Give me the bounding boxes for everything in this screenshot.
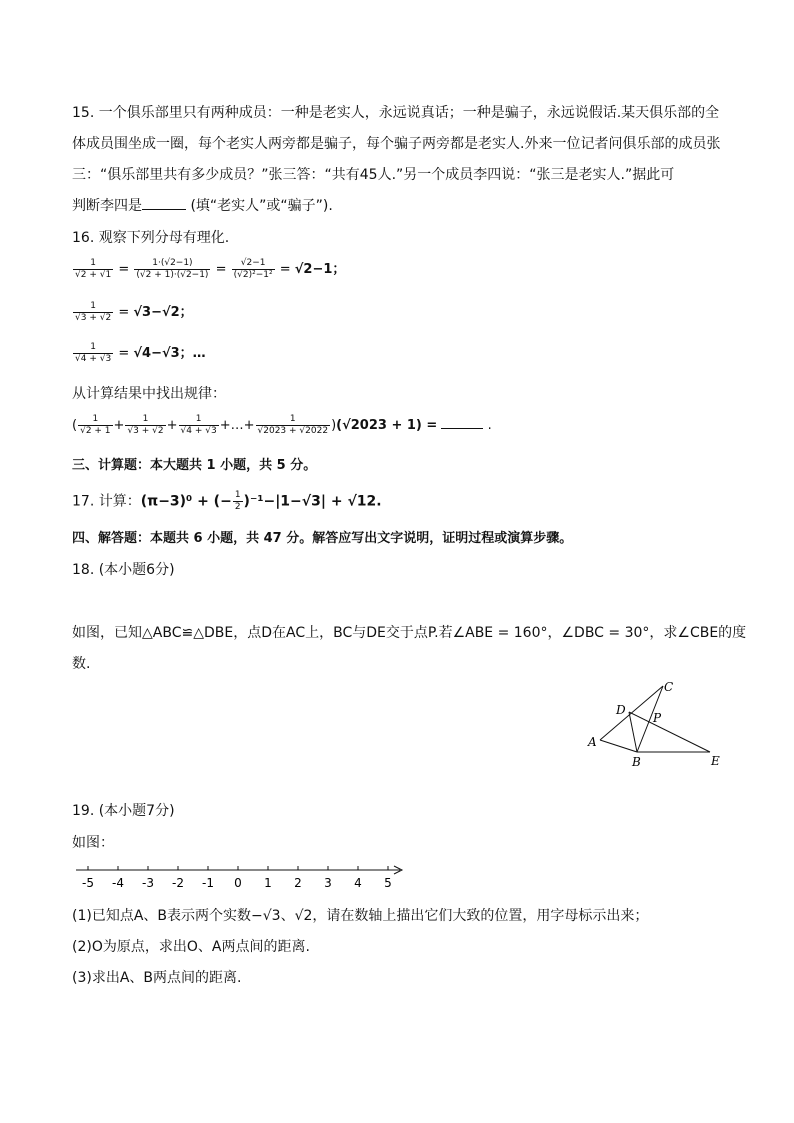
q19-figure-label: 如图： [72, 835, 114, 851]
answer-blank-q16[interactable] [441, 416, 483, 429]
tick-label: -4 [112, 876, 124, 890]
q19-title: 19. (本小题7分) [72, 803, 175, 819]
q15-line-3: 三：“俱乐部里共有多少成员？”张三答：“共有45人.”另一个成员李四说：“张三是老实人.”据此可 [72, 167, 675, 183]
label-d: D [616, 703, 626, 717]
triangle-figure [580, 676, 730, 772]
label-e: E [711, 754, 720, 768]
fraction: $\frac{1}{√4 + √3}$ [75, 342, 112, 364]
q16-example-2-result: √3−√2； [133, 305, 193, 320]
q15-line-2: 体成员围坐成一圈，每个老实人两旁都是骗子，每个骗子两旁都是老实人.外来一位记者问俱乐部的成员张 [72, 136, 721, 152]
tick-label: 2 [294, 876, 302, 890]
q15-line-4 [72, 197, 333, 215]
q16-example-3-result: √4−√3；… [133, 346, 206, 361]
q17-prefix: 17. 计算： [72, 493, 141, 510]
q17-line: 17. 计算：(π−3)⁰ + (− $\frac{1}{2}$ )⁻¹−|1−√3| + √12. [72, 490, 382, 512]
q16-example-3: $\frac{1}{√4 + √3}$ = √4−√3；… [75, 342, 206, 364]
fraction: $\frac{1}{√2 + √1}$ [75, 258, 112, 280]
tick-label: -1 [202, 876, 214, 890]
q16-example-1: $\frac{1}{√2 + √1}$ = $\frac{1\cdot(√2-1)}{(√2 + 1)\cdot(√2-1)}$ = $\frac{√2-1}{\text{(√2)²−1²}}$ = √2−1； [75, 258, 346, 280]
fraction: $\frac{1\cdot(√2-1)}{(√2 + 1)\cdot(√2-1)}$ [136, 258, 209, 280]
q16-example-1-result: √2−1； [294, 262, 346, 277]
tick-label: 4 [354, 876, 362, 890]
label-p: P [653, 711, 662, 725]
tick-label: -5 [82, 876, 94, 890]
tick-label: 3 [324, 876, 332, 890]
q19-part-3: (3)求出A、B两点间的距离. [72, 970, 242, 986]
label-c: C [664, 680, 674, 694]
section-3-heading: 三、计算题：本大题共 1 小题，共 5 分。 [72, 458, 317, 473]
q16-example-2: $\frac{1}{√3 + √2}$ = √3−√2； [75, 301, 193, 323]
fraction: $\frac{1}{√2023 + √2022}$ [257, 414, 329, 436]
q18-title: 18. (本小题6分) [72, 562, 175, 578]
fraction: $\frac{1}{√2 + 1}$ [80, 414, 111, 436]
q18-line-1: 如图，已知△ABC≌△DBE，点D在AC上，BC与DE交于点P.若∠ABE = 160°，∠DBC = 30°，求∠CBE的度 [72, 625, 747, 641]
q16-title: 16. 观察下列分母有理化. [72, 230, 230, 246]
q19-part-1: (1)已知点A、B表示两个实数−√3、√2，请在数轴上描出它们大致的位置，用字母标示出来； [72, 908, 649, 924]
label-a: A [588, 735, 597, 749]
tick-label: 5 [384, 876, 392, 890]
answer-blank-q15[interactable] [142, 197, 186, 210]
label-b: B [632, 755, 641, 769]
fraction: $\frac{1}{√4 + √3}$ [180, 414, 217, 436]
tick-label: 0 [234, 876, 242, 890]
q16-rule: 从计算结果中找出规律： [72, 386, 226, 402]
section-4-heading: 四、解答题：本题共 6 小题，共 47 分。解答应写出文字说明，证明过程或演算步骤。 [72, 531, 573, 546]
q19-part-2: (2)O为原点，求出O、A两点间的距离. [72, 939, 310, 955]
q15-line-1: 15. 一个俱乐部里只有两种成员：一种是老实人，永远说真话；一种是骗子，永远说假话.某天俱乐部的全 [72, 105, 720, 121]
q18-line-2: 数. [72, 656, 91, 672]
q15-line-4-text: 判断李四是 [72, 198, 142, 214]
fraction: $\frac{√2-1}{\text{(√2)²−1²}}$ [233, 258, 273, 280]
q15-line-4-hint: (填“老实人”或“骗子”). [190, 198, 333, 214]
fraction: $\frac{1}{2}$ [234, 490, 241, 512]
tick-label: 1 [264, 876, 272, 890]
tick-label: -3 [142, 876, 154, 890]
fraction: $\frac{1}{√3 + √2}$ [127, 414, 164, 436]
fraction: $\frac{1}{√3 + √2}$ [75, 301, 112, 323]
number-line [72, 862, 412, 892]
q16-expression: ( $\frac{1}{√2 + 1}$ + $\frac{1}{√3 + √2}$ + $\frac{1}{√4 + √3}$ +…+ $\frac{1}{√2023 + √2022}$ )(√2023 + 1) = . [72, 414, 492, 436]
tick-label: -2 [172, 876, 184, 890]
